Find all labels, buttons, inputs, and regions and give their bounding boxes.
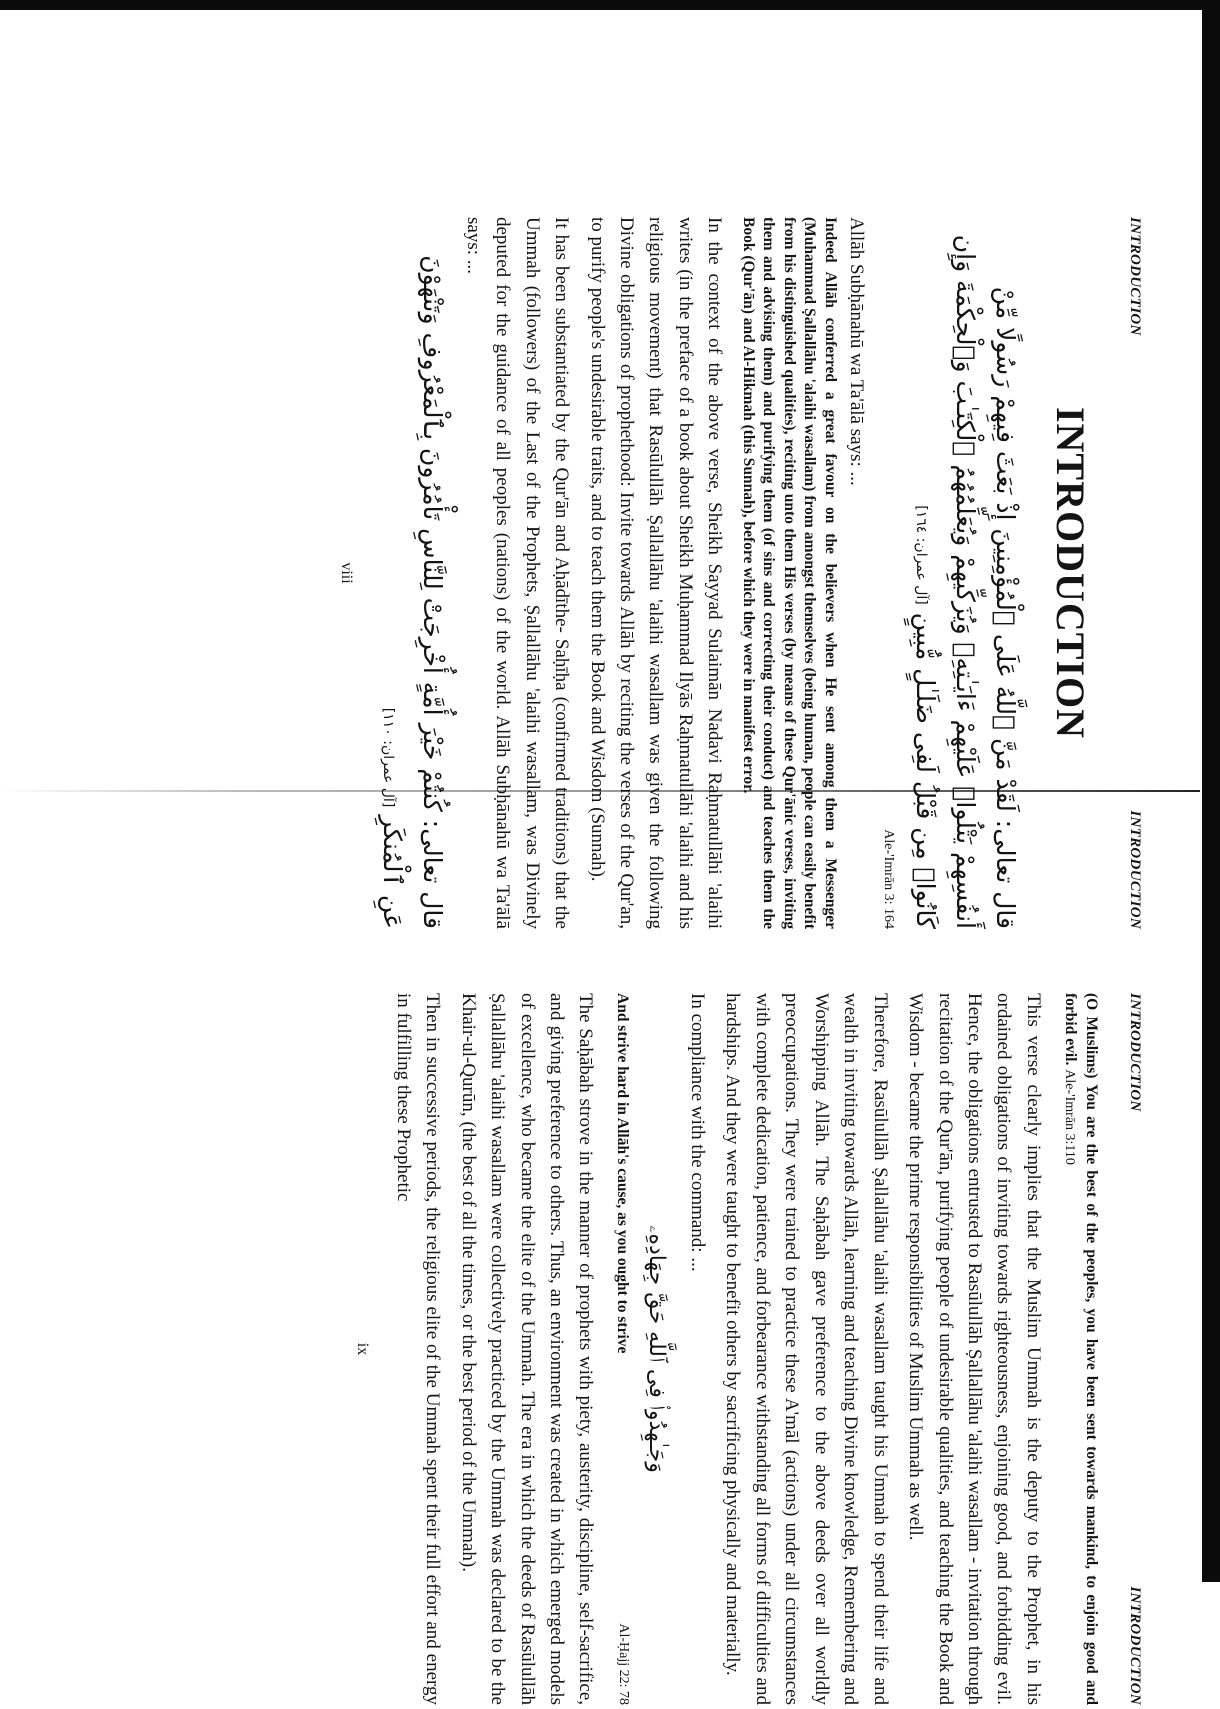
paragraph: In compliance with the command: ... [687,993,709,1272]
page-viii [60,213,1150,933]
strive-translation: And strive hard in Allāh's cause, as you ought to strive [614,993,632,1354]
page-title: INTRODUCTION [1047,406,1093,740]
arabic-verse-ref: [آل عمران: ١٦٤] [912,505,929,605]
arabic-verse-110 [372,217,452,929]
paragraph: Then in successive periods, the religious elite of the Ummah spent their full effort and energy in fulfilling these Prophetic [392,993,444,1705]
paragraph: The Saḥābah strove in the manner of prophets with piety, austerity, discipline, self-sacrifice, and giving preference to others. Thus, an environment was created in which emerged models of excellence, who became the elite of the Ummah. The era in which the deeds of Rasūlullāh Ṣallallāhu 'alaihi wasallam were collectively practiced by the Ummah was declared to be the Khair-ul-Qurūn, (the best of all the times, or the best period of the Ummah). [457,993,597,1705]
verse-translation [1060,993,1101,1705]
scan-edge-top [0,0,1220,10]
scan-edge-right [1202,0,1220,1582]
intro-line: Allāh Subḥānahū wa Ta'ālā says: ... [846,217,868,486]
paragraph: This verse clearly implies that the Muslim Ummah is the deputy to the Prophet, in his ordained obligations of inviting towards righteousness, enjoining good, and forbidding evil. Hence, the obligations entrusted to Rasūlullāh Ṣallallāhu 'alaihi wasallam - invitation through recitation of the Qur'ān, purifying people of undesirable qualities, and teaching the Book and Wisdom - became the prime responsibilities of Muslim Ummah as well. [905,993,1044,1705]
paragraph: It has been substantiated by the Qur'ān and Aḥādīthe- Saḥīḥa (confirmed traditions) that the Ummah (followers) of the Last of the Prophets, Ṣallallāhu 'alaihi wasallam, was Divinely deputed for the guidance of all peoples (nations) of the world. Allāh Subḥānahū wa Ta'ālā says: ... [462,217,573,929]
verse-translation: Indeed Allāh conferred a great favour on the believers when He sent among them a Messenger (Muhammad Ṣallallāhu 'alaihi wasallam) from amongst themselves (being human, people can easily benefit from his distinguished qualities), reciting unto them His verses (by means of these Qur'ānic verses, inviting them and advising them) and purifying them (of sins and correcting their conduct) and teaches them the Book (Qur'ān) and Al-Hikmah (this Sunnah), before which they were in manifest error. [739,217,839,929]
arabic-verse-text: قال تعالى: كُنتُمْ خَيْرَ أُمَّةٍ أُخْرِجَتْ لِلنَّاسِ تَأْمُرُونَ بِٱلْمَعْرُوفِ وَتَنْهَوْنَ عَنِ ٱلْمُنكَرِ [378,255,448,929]
verse-citation: Ale-'Imrān 3: 164 [880,829,896,929]
paragraph: Therefore, Rasūlullāh Ṣallallāhu 'alaihi wasallam taught his Ummah to spend their life and wealth in inviting towards Allāh, learning and teaching Divine knowledge, Remembering and Worshipping Allāh. The Saḥābah gave preference to the above deeds over all worldly preoccupations. They were trained to practice these A'māl (actions) under all circumstances with complete dedication, patience, and forbearance withstanding all forms of difficulties and hardships. And they were taught to benefit others by sacrificing physically and materially. [722,993,891,1705]
page-number: viii [338,562,356,584]
page-number: ix [354,1342,372,1356]
arabic-verse-ref: [آل عمران: ١١٠] [380,707,397,808]
strive-line [610,993,634,1705]
translation-text: (O Muslims) You are the best of the peoples, you have been sent towards mankind, to enjoin good and forbid evil. [1062,993,1100,1705]
verse-citation: Ale-'Imrān 3:110 [1062,1069,1078,1165]
arabic-verse-78: وَجَـٰهِدُوا۟ فِى ٱللَّهِ حَقَّ جِهَادِهِۦ [643,1225,669,1473]
running-head-left: INTRODUCTION [1127,217,1143,336]
running-head-right: INTRODUCTION [1127,810,1143,929]
arabic-verse-text: قال تعالى: لَقَدْ مَنَّ ٱللَّهُ عَلَى ٱلْمُؤْمِنِينَ إِذْ بَعَثَ فِيهِمْ رَسُولًا مِّنْ أَنفُسِهِمْ يَتْلُوا۟ عَلَيْهِمْ ءَايَـٰتِهِۦ وَيُزَكِّيهِمْ وَيُعَلِّمُهُمُ ٱلْكِتَـٰبَ وَٱلْحِكْمَةَ وَإِن كَانُوا۟ مِن قَبْلُ لَفِى ضَلَـٰلٍ مُّبِينٍ [910,234,1020,929]
running-head-right: INTRODUCTION [1127,1586,1143,1705]
page-ix [60,989,1150,1709]
running-head [1123,993,1146,1705]
paragraph: In the context of the above verse, Sheikh Sayyad Sulaimān Nadavi Raḥmatullāhi 'alaihi writes (in the preface of a book about Sheikh Muḥammad Ilyās Raḥmatullāhi 'alaihi and his religious movement) that Rasūlullāh Ṣallallāhu 'alaihi wasallam was given the following Divine obligations of prophethood: Invite towards Allāh by reciting the verses of the Qur'an, to purify people's undesirable traits, and to teach them the Book and Wisdom (Sunnah). [586,217,726,929]
running-head [1123,217,1146,929]
arabic-verse-164 [905,217,1025,929]
verse-citation: Al-Ḥajj 22: 78 [616,1623,632,1705]
running-head-left: INTRODUCTION [1127,993,1143,1112]
